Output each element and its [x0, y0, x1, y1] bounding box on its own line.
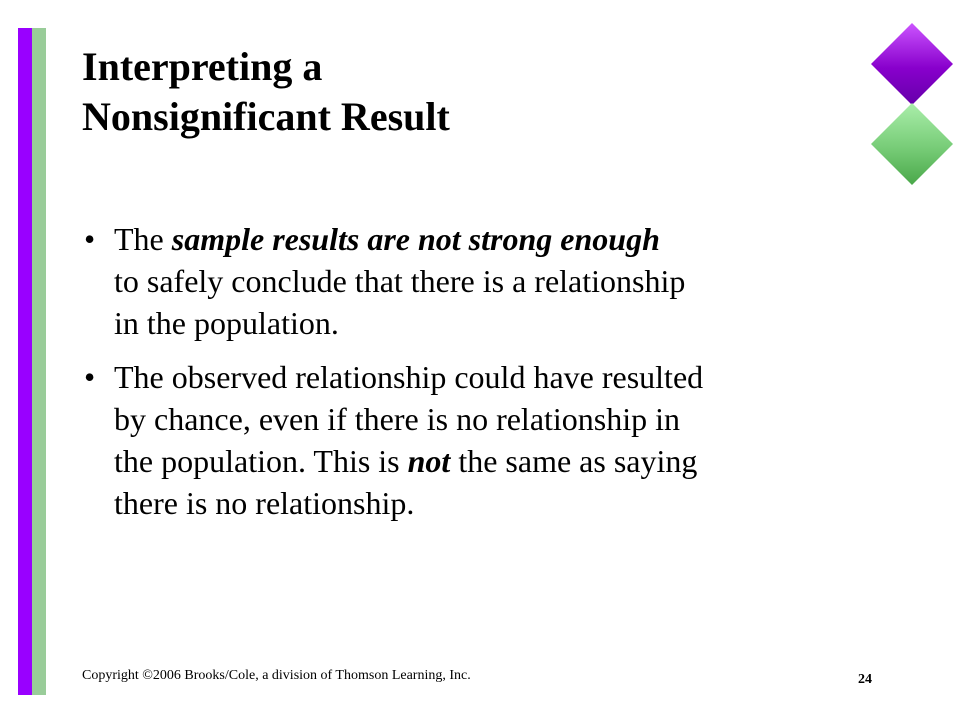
title-line-1: Interpreting a: [82, 44, 323, 89]
bullet-2-emphasis: not: [407, 443, 451, 479]
bullet-1-emphasis: sample results are not strong enough: [171, 221, 660, 257]
bullet-1-line-2: to safely conclude that there is a relationship: [114, 263, 686, 299]
copyright-footer: Copyright ©2006 Brooks/Cole, a division of Thomson Learning, Inc.: [82, 668, 471, 683]
bullet-1-line-3: in the population.: [114, 305, 339, 341]
left-purple-bar: [18, 28, 32, 695]
bullet-1-line-1: [114, 218, 864, 260]
bullet-marker: •: [84, 221, 96, 257]
title-line-2: Nonsignificant Result: [82, 94, 450, 139]
bullet-item-1: [84, 218, 864, 344]
bullet-item-2: [84, 356, 864, 524]
bullet-1-text-pre: The: [114, 221, 172, 257]
slide-title: [82, 42, 842, 142]
green-diamond-icon: [871, 103, 953, 185]
bullet-2-line-3: [114, 440, 864, 482]
left-green-bar: [32, 28, 46, 695]
bullet-2-text-pre: the population. This is: [114, 443, 408, 479]
bullet-marker: •: [84, 359, 96, 395]
bullet-2-line-4: there is no relationship.: [114, 485, 415, 521]
bullet-2-line-1: The observed relationship could have resulted: [114, 359, 704, 395]
bullet-2-text-post: the same as saying: [450, 443, 698, 479]
bullet-list: [84, 218, 864, 536]
page-number: 24: [858, 672, 872, 687]
purple-diamond-icon: [871, 23, 953, 105]
bullet-2-line-2: by chance, even if there is no relationship in: [114, 401, 681, 437]
